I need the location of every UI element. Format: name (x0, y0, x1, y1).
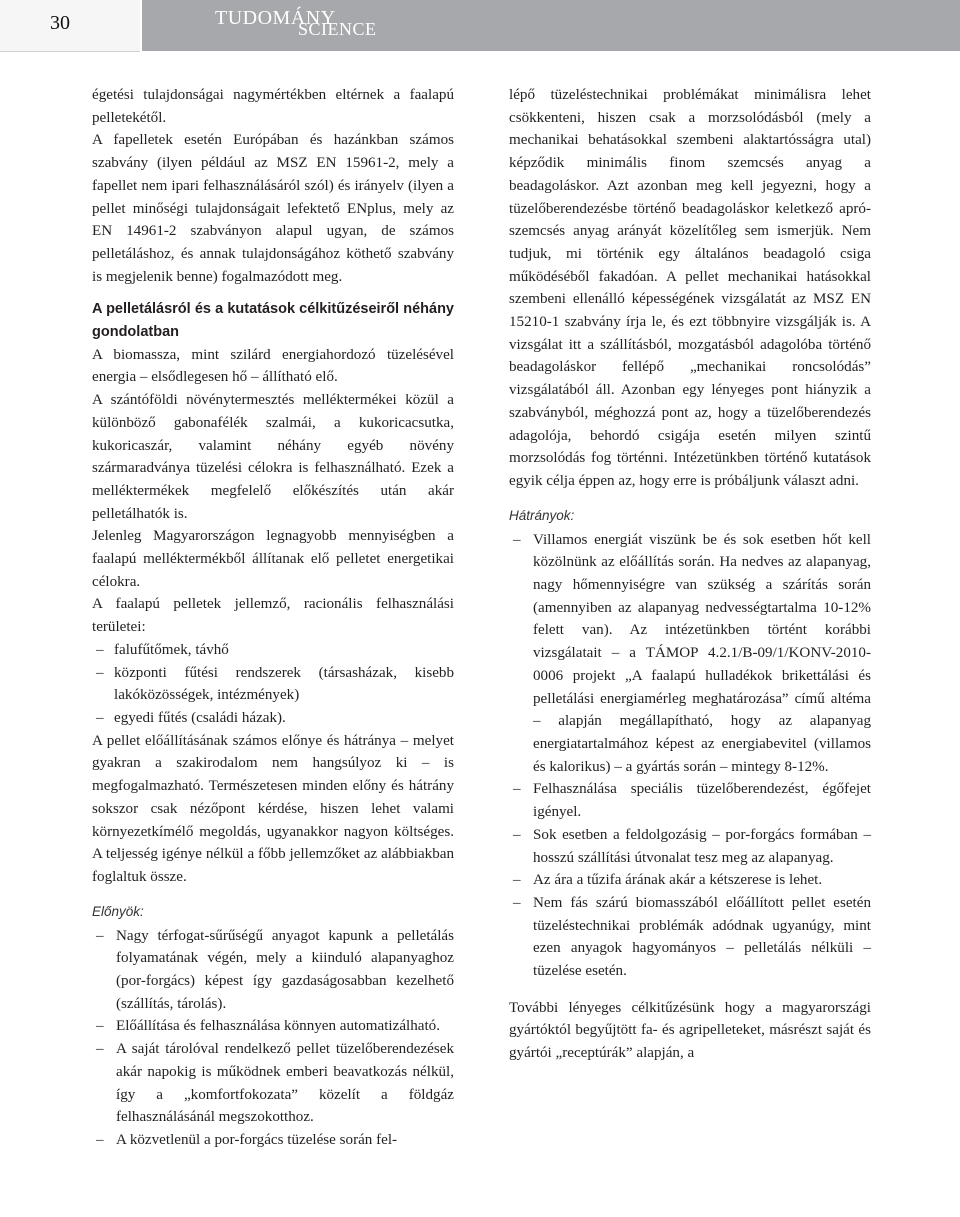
left-column (92, 84, 454, 1152)
advantages-list (92, 925, 454, 1152)
list-item: – egyedi fűtés (családi házak). (92, 707, 454, 730)
list-item: – Felhasználása speciális tüzelőberendezést, égőfejet igényel. (509, 778, 871, 823)
spacer (509, 983, 871, 997)
right-column (509, 84, 871, 1065)
section-heading: A pelletálásról és a kutatások célkitűzéseiről néhány gondolatban (92, 301, 454, 341)
list-item: – Sok esetben a feldolgozásig – por-forgács formában – hosszú szállítási útvonalat tesz meg az alapanyag. (509, 824, 871, 869)
paragraph: A biomassza, mint szilárd energiahordozó tüzelésével energia – elsődlegesen hő – állítható elő. (92, 346, 454, 386)
paragraph: Jelenleg Magyarországon legnagyobb mennyiségben a faalapú melléktermékből állítanak elő pelletet energetikai célokra. (92, 528, 454, 590)
list-item: – Nagy térfogat-sűrűségű anyagot kapunk a pelletálás folyamatának végén, mely a kiinduló alapanyaghoz (por-forgács) képest így gazdaságosabban kezelhető (szállítás, tárolás). (92, 925, 454, 1016)
paragraph: lépő tüzeléstechnikai problémákat minimálisra lehet csökkenteni, hiszen csak a morzsolódásból (mely a mechanikai behatásokkal szembeni alaktartósságra utal) képződik minimális finom szemcsés anyag a beadagoláskor. Azt azonban meg kell jegyezni, hogy a tüzelőberendezésbe történő beadagoláskor keletkező apró-szemcsés anyag arányát közelítőleg sem ismerjük. Nem tudjuk, mi történik egy általános beadagoló csiga működéséből fakadóan. A pellet mechanikai hatásokkal szembeni ellenálló képességének vizsgálatát az MSZ EN 15210-1 szabvány írja le, és ezt többnyire vizsgálják is. A vizsgálat itt a szállításból, mozgatásból adagolóba történő beadagoláskor fellépő „mechanikai roncsolódás” vizsgálatából áll. Azonban egy lényeges pont hiányzik a szabványból, méghozzá pont az, hogy a tüzelőberendezés adagolója, behordó csigája esetén milyen szintű morzsolódás fog történni. Intézetünkben történő kutatások egyik célja éppen az, hogy erre is próbáljunk választ adni. (509, 87, 871, 489)
paragraph: A szántóföldi növénytermesztés melléktermékei közül a különböző gabonafélék szalmái, a kukoricacsutka, kukoricaszár, valamint néhány egyéb növény szármaradványa tüzelési célokra is felhasználható. Ezek a melléktermékek megfelelő előkészítés után akár pelletálhatók is. (92, 392, 454, 522)
list-item: – Villamos energiát viszünk be és sok esetben hőt kell közölnünk az előállítás során. Ha nedves az alapanyag, nagy hőmennyiségre van szükség a szárítás során (amennyiben az alapanyag nedvességtartalma 10-12% felett van). Az intézetünkben történt korábbi vizsgálatait – a TÁMOP 4.2.1/B-09/1/KONV-2010-0006 projekt „A faalapú hulladékok brikettálási és pelletálási energiamérleg meghatározása” című altéma – alapján megállapítható, hogy az alapanyag energiatartalmához képest az energiabevitel (villamos és kalorikus) – a gyártás során – mintegy 8-12%. (509, 529, 871, 779)
header-divider (140, 0, 142, 51)
running-title: TUDOMÁNY (215, 7, 336, 29)
disadvantages-list (509, 529, 871, 983)
list-item: – Előállítása és felhasználása könnyen automatizálható. (92, 1015, 454, 1038)
page-number-box (0, 0, 140, 52)
page-header (0, 0, 960, 51)
page-number: 30 (50, 12, 70, 34)
advantages-title: Előnyök: (92, 903, 144, 919)
paragraph: A faalapú pelletek jellemző, racionális felhasználási területei: (92, 596, 454, 636)
paragraph: égetési tulajdonságai nagymértékben eltérnek a faalapú pelletekétől. (92, 87, 454, 126)
list-item: – központi fűtési rendszerek (társasházak, kisebb lakóközösségek, intézmények) (92, 662, 454, 707)
paragraph: A fapelletek esetén Európában és hazánkban számos szabvány (ilyen például az MSZ EN 15961-2, mely a fapellet nem ipari felhasználásáról szól) és irányelv (ilyen a pellet minőségi tulajdonságait lefektető ENplus, mely az EN 14961-2 szabványon alapul ugyan, de számos pelletáláshoz, és annak tulajdonságához köthető szabvány is megjelenik benne) fogalmazódott meg. (92, 132, 454, 285)
list-item: – A saját tárolóval rendelkező pellet tüzelőberendezések akár napokig is működnek emberi beavatkozás nélkül, így a „komfortfokozata” közelít a földgáz felhasználásánál megszokotthoz. (92, 1038, 454, 1129)
list-item: – A közvetlenül a por-forgács tüzelése során fel- (92, 1129, 454, 1152)
list-item: – Nem fás szárú biomasszából előállított pellet esetén tüzeléstechnikai problémák adódnak ugyanúgy, mint ezen anyagok hagyományos – pelletálás nélküli – tüzelése esetén. (509, 892, 871, 983)
uses-list (92, 639, 454, 730)
disadvantages-title: Hátrányok: (509, 507, 575, 523)
list-item: – Az ára a tűzifa árának akár a kétszerese is lehet. (509, 869, 871, 892)
paragraph: A pellet előállításának számos előnye és hátránya – melyet gyakran a szakirodalom nem hangsúlyoz ki – is megfogalmazható. Természetesen minden előny és hátrány sokszor csak nézőpont kérdése, hiszen lehet valami környezetkímélő megoldás, ugyanakkor nagyon költséges. A teljesség igénye nélkül a főbb jellemzőket az alábbiakban foglaltuk össze. (92, 732, 454, 885)
paragraph: További lényeges célkitűzésünk hogy a magyarországi gyártóktól begyűjtött fa- és agripelleteket, másrészt saját és gyártói „receptúrák” alapján, a (509, 999, 871, 1062)
running-subtitle: SCIENCE (298, 19, 377, 39)
list-item: – falufűtőmek, távhő (92, 639, 454, 662)
